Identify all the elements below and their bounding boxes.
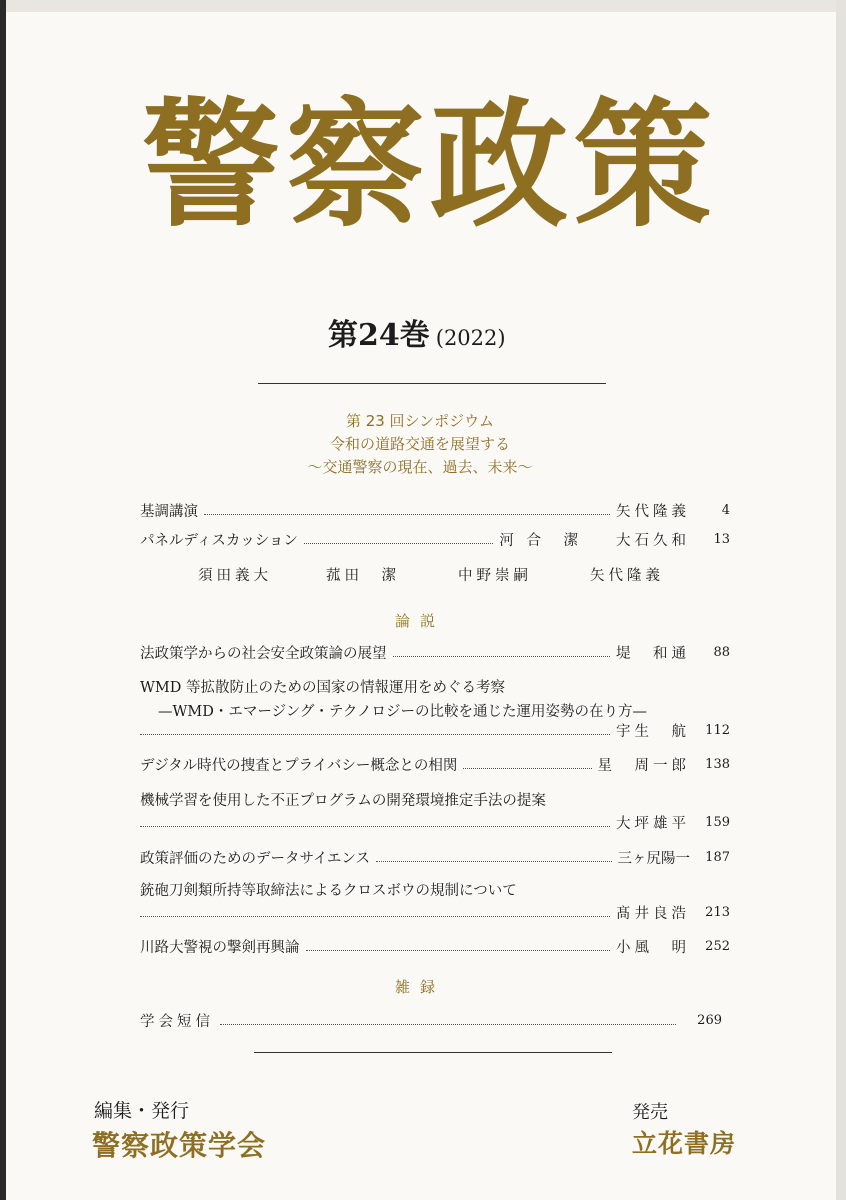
toc-author: 小風 明 bbox=[616, 939, 690, 956]
top-edge-strip bbox=[0, 0, 846, 12]
toc-entry[interactable] bbox=[140, 752, 730, 776]
toc-page: 4 bbox=[721, 502, 730, 518]
leader-dots bbox=[304, 543, 493, 544]
toc-title[interactable]: WMD 等拡散防止のための国家の情報運用をめぐる考察 bbox=[140, 680, 505, 696]
toc-entry[interactable] bbox=[140, 845, 730, 869]
toc-page: 138 bbox=[705, 756, 730, 772]
editor-name: 警察政策学会 bbox=[92, 1129, 267, 1162]
symposium-heading: 第 23 回シンポジウム bbox=[345, 412, 495, 430]
toc-author: 大石久和 bbox=[616, 532, 690, 549]
toc-author: 大坪雄平 bbox=[616, 815, 690, 832]
symposium-subtitle: ～交通警察の現在、過去、未来～ bbox=[307, 458, 533, 476]
toc-title: パネルディスカッション bbox=[140, 532, 298, 549]
panelist: 中野崇嗣 bbox=[458, 568, 532, 584]
panelist: 須田義大 bbox=[198, 568, 272, 584]
leader-dots bbox=[220, 1024, 676, 1025]
toc-entry[interactable] bbox=[140, 934, 730, 958]
symposium-theme: 令和の道路交通を展望する bbox=[329, 435, 510, 453]
right-edge-strip bbox=[836, 0, 846, 1200]
toc-entry[interactable] bbox=[140, 900, 730, 924]
toc-author: 三ヶ尻陽一 bbox=[617, 850, 690, 867]
toc-page: 213 bbox=[705, 904, 730, 920]
leader-dots bbox=[393, 656, 611, 657]
leader-dots bbox=[204, 514, 610, 515]
toc-author: 矢代隆義 bbox=[616, 503, 690, 520]
toc-title: 基調講演 bbox=[140, 503, 198, 520]
toc-page: 187 bbox=[705, 849, 730, 865]
toc-title: 学会短信 bbox=[140, 1013, 214, 1030]
toc-author: 髙井良浩 bbox=[616, 905, 690, 922]
toc-page: 159 bbox=[705, 814, 730, 830]
journal-title: 警察政策 bbox=[141, 83, 718, 246]
toc-author: 宇生 航 bbox=[616, 723, 690, 740]
toc-entry[interactable] bbox=[140, 718, 730, 742]
symposium-block bbox=[200, 410, 640, 479]
toc-page: 13 bbox=[713, 531, 730, 547]
volume-year: (2022) bbox=[435, 326, 506, 350]
toc-title: デジタル時代の捜査とプライバシー概念との相関 bbox=[140, 757, 458, 774]
toc-page: 269 bbox=[697, 1012, 722, 1028]
toc-title: 法政策学からの社会安全政策論の展望 bbox=[140, 645, 387, 662]
toc-entry[interactable] bbox=[140, 527, 730, 551]
toc-title: 川路大警視の撃剣再興論 bbox=[140, 939, 300, 956]
toc-entry[interactable] bbox=[140, 810, 730, 834]
toc-author: 堤 和通 bbox=[616, 645, 690, 662]
toc-author: 河 合 潔 bbox=[499, 532, 582, 549]
publisher-label: 発売 bbox=[632, 1102, 668, 1123]
panelist: 矢代隆義 bbox=[590, 568, 664, 584]
toc-entry[interactable] bbox=[140, 1008, 722, 1032]
leader-dots bbox=[306, 950, 611, 951]
section-heading-misc: 雑録 bbox=[394, 978, 445, 996]
toc-entry[interactable] bbox=[140, 640, 730, 664]
publisher-name: 立花書房 bbox=[632, 1129, 737, 1158]
toc-title[interactable]: 銃砲刀剣類所持等取締法によるクロスボウの規制について bbox=[140, 883, 517, 899]
bottom-divider bbox=[254, 1052, 612, 1053]
toc-entry[interactable] bbox=[140, 498, 730, 522]
toc-page: 112 bbox=[705, 722, 730, 738]
toc-page: 88 bbox=[713, 644, 730, 660]
volume-label bbox=[328, 310, 506, 354]
top-divider bbox=[258, 383, 606, 384]
leader-dots bbox=[140, 734, 610, 735]
volume-number: 第24巻 bbox=[328, 318, 430, 353]
leader-dots bbox=[463, 768, 591, 769]
left-edge-shadow bbox=[0, 0, 6, 1200]
toc-author: 星 周一郎 bbox=[597, 757, 690, 774]
toc-title[interactable]: 機械学習を使用した不正プログラムの開発環境推定手法の提案 bbox=[140, 793, 546, 809]
panelist: 菰田 潔 bbox=[326, 568, 400, 584]
toc-page: 252 bbox=[705, 938, 730, 954]
leader-dots bbox=[140, 826, 610, 827]
section-heading-articles: 論説 bbox=[394, 612, 445, 630]
editor-label: 編集・発行 bbox=[94, 1100, 190, 1122]
leader-dots bbox=[140, 916, 610, 917]
leader-dots bbox=[376, 861, 612, 862]
toc-subtitle: —WMD・エマージング・テクノロジーの比較を通じた運用姿勢の在り方— bbox=[158, 704, 648, 720]
toc-title: 政策評価のためのデータサイエンス bbox=[140, 850, 370, 867]
